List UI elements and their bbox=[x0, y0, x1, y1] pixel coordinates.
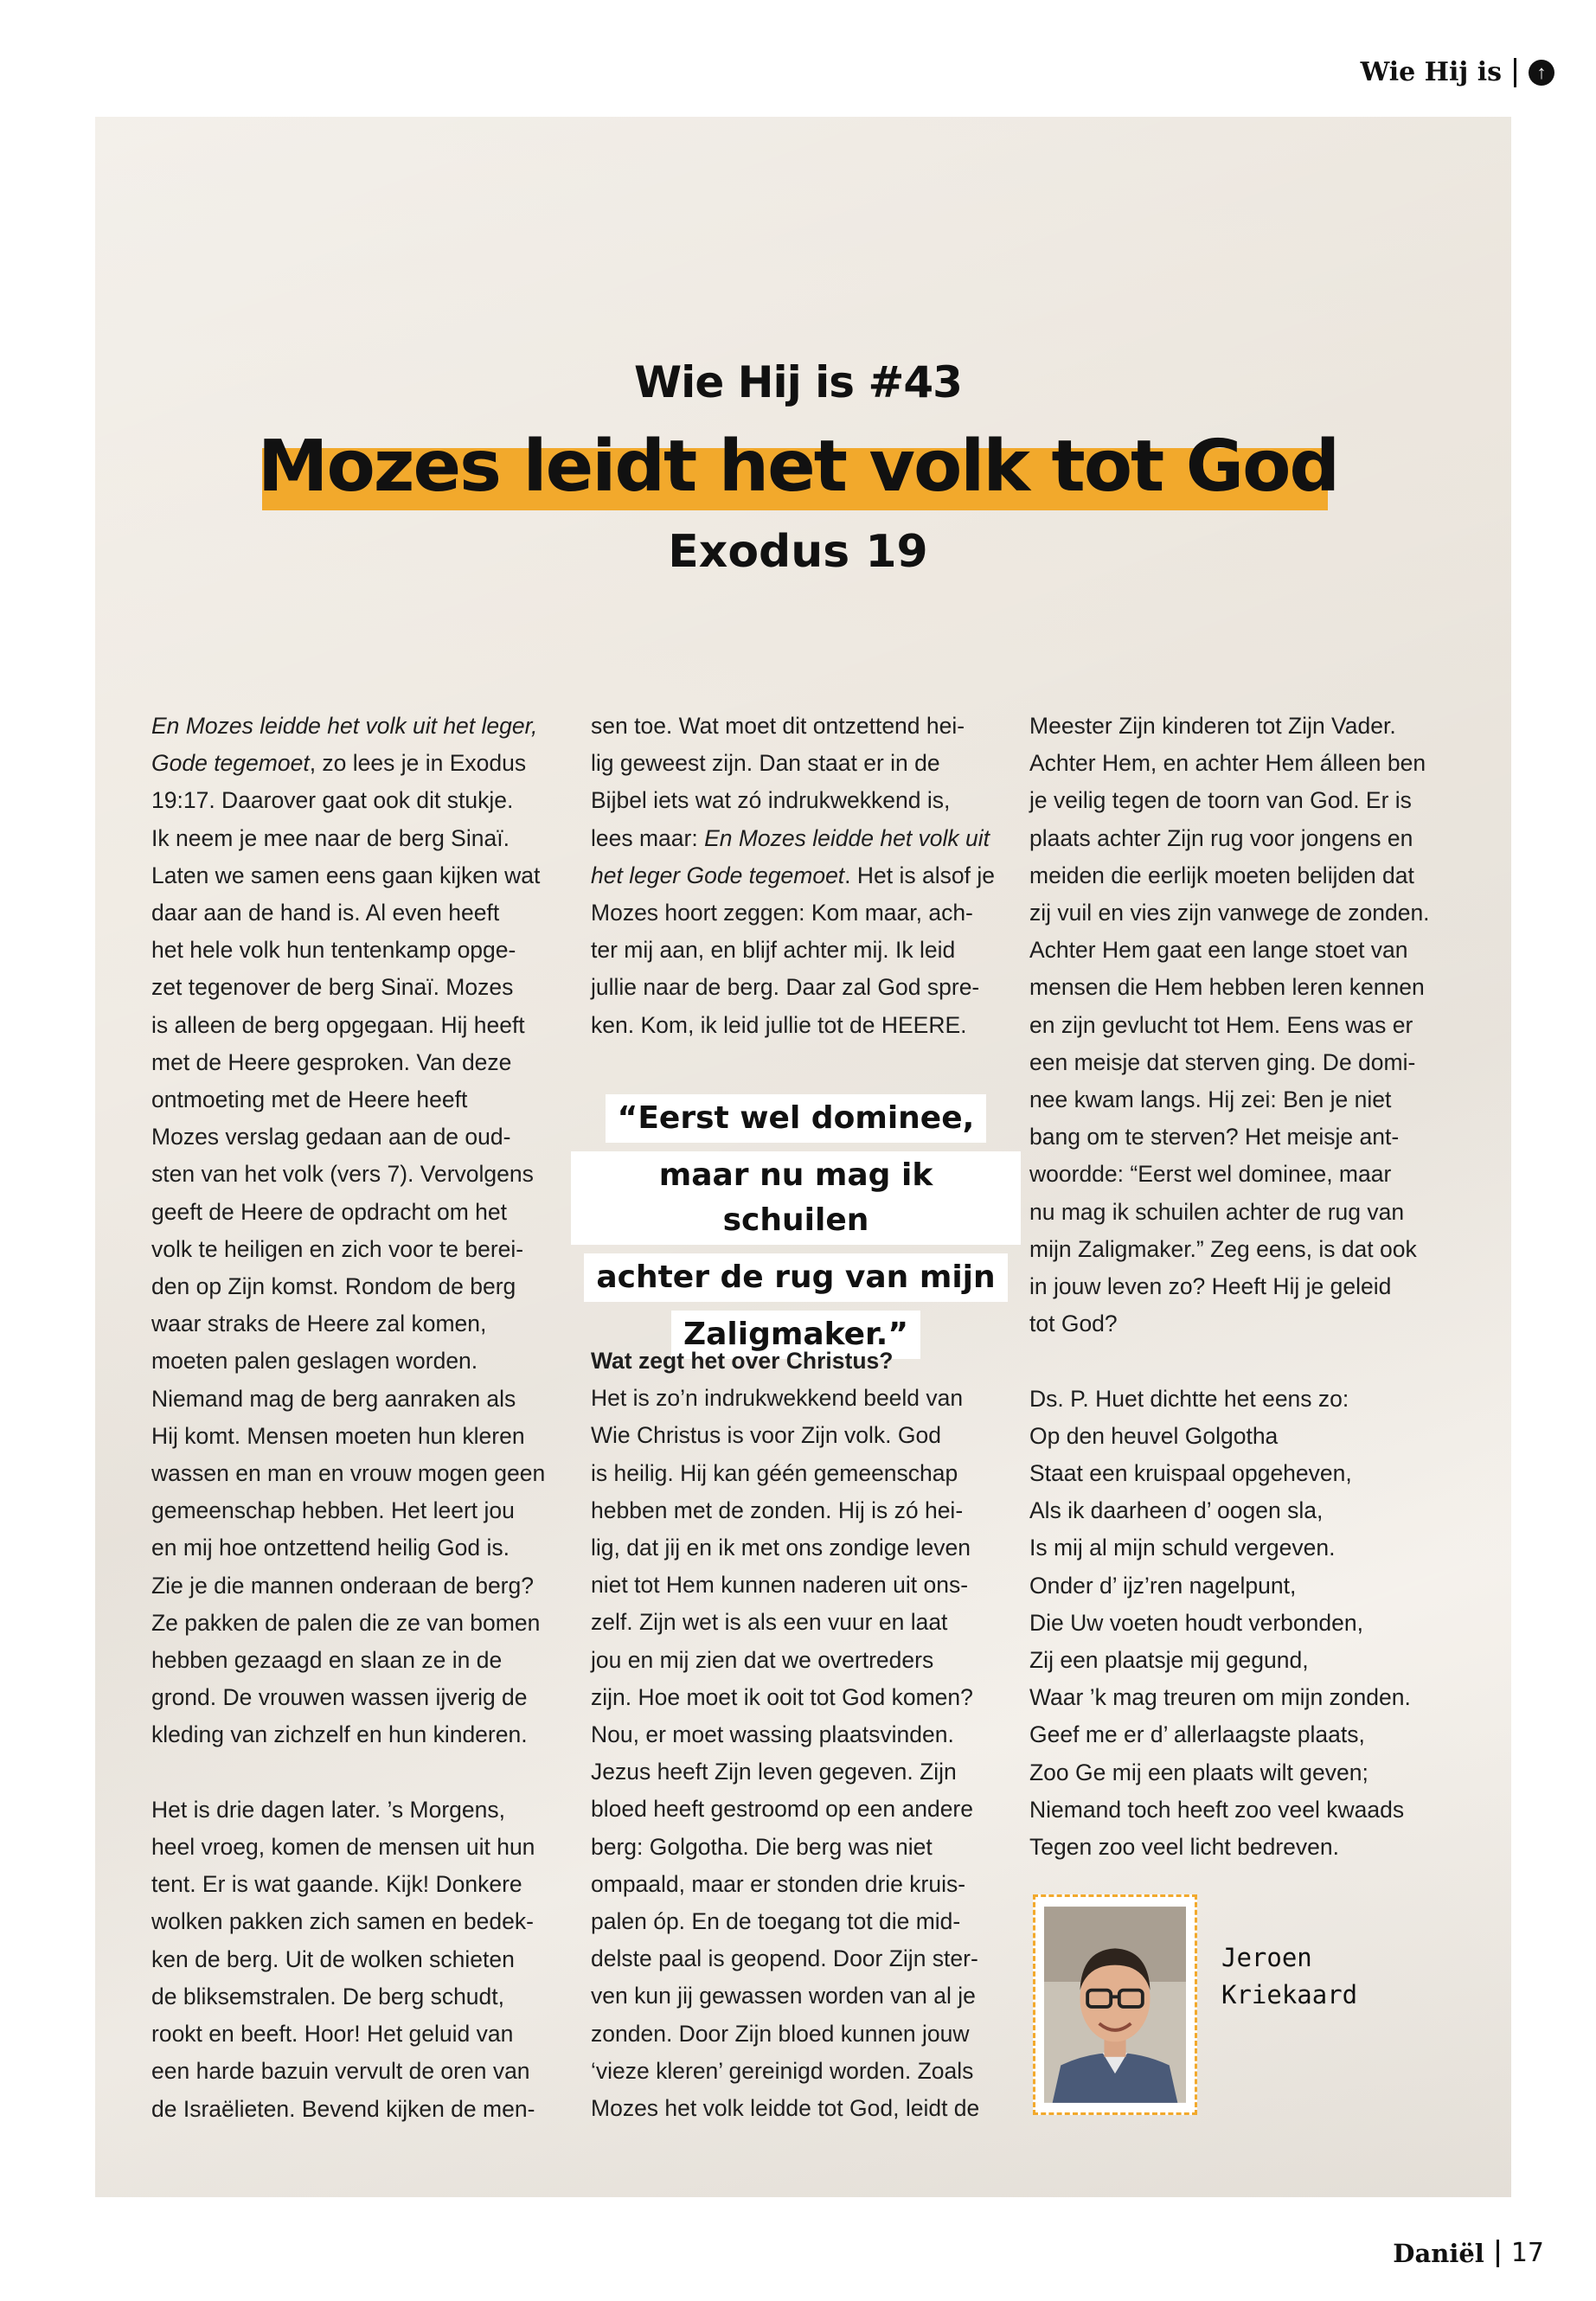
footer-divider bbox=[1497, 2240, 1499, 2267]
body-line: rookt en beeft. Hoor! Het geluid van bbox=[151, 2021, 514, 2048]
pull-quote-lines bbox=[571, 1090, 1021, 1363]
paragraph-gap bbox=[151, 1754, 567, 1791]
pull-quote-text: Zaligmaker.” bbox=[671, 1311, 920, 1359]
body-line: hebben gezaagd en slaan ze in de bbox=[151, 1647, 503, 1674]
body-line: Het is zo’n indrukwekkend beeld van bbox=[591, 1385, 964, 1412]
body-line: Achter Hem gaat een lange stoet van bbox=[1029, 937, 1408, 964]
body-line: sten van het volk (vers 7). Vervolgens bbox=[151, 1161, 534, 1188]
body-line: daar aan de hand is. Al even heeft bbox=[151, 900, 500, 926]
bible-quote: En Mozes leidde het volk uit bbox=[704, 824, 990, 851]
body-line: Achter Hem, en achter Hem álleen ben bbox=[1029, 750, 1426, 777]
body-line: Mozes verslag gedaan aan de oud- bbox=[151, 1124, 511, 1150]
body-line: en mij hoe ontzettend heilig God is. bbox=[151, 1535, 510, 1561]
body-line bbox=[151, 708, 567, 745]
body-line bbox=[591, 820, 1006, 857]
body-line: ompaald, maar er stonden drie kruis- bbox=[591, 1870, 966, 1897]
running-header bbox=[1361, 57, 1554, 87]
body-line: zonden. Door Zijn bloed kunnen jouw bbox=[591, 2020, 970, 2047]
body-line: Jezus heeft Zijn leven gegeven. Zijn bbox=[591, 1759, 957, 1785]
body-line: zijn. Hoe moet ik ooit tot God komen? bbox=[591, 1683, 973, 1710]
body-line: Laten we samen eens gaan kijken wat bbox=[151, 862, 541, 888]
body-line: ven kun jij gewassen worden van al je bbox=[591, 1983, 976, 2009]
paragraph bbox=[591, 1380, 1006, 2127]
body-line: een meisje dat sterven ging. De domi- bbox=[1029, 1048, 1416, 1075]
paragraph bbox=[591, 894, 1006, 1044]
body-line: zet tegenover de berg Sinaï. Mozes bbox=[151, 974, 514, 1001]
body-line: Niemand toch heeft zoo veel kwaads bbox=[1029, 1796, 1405, 1823]
body-line: Ik neem je mee naar de berg Sinaï. bbox=[151, 824, 510, 851]
body-line: Ze pakken de palen die ze van bomen bbox=[151, 1609, 541, 1636]
pull-quote-text: maar nu mag ik schuilen bbox=[571, 1151, 1021, 1245]
body-line: wassen en man en vrouw mogen geen bbox=[151, 1460, 546, 1487]
body-line: 19:17. Daarover gaat ook dit stukje. bbox=[151, 787, 514, 814]
body-line: grond. De vrouwen wassen ijverig de bbox=[151, 1684, 528, 1711]
body-line: jullie naar de berg. Daar zal God spre- bbox=[591, 974, 980, 1001]
body-line bbox=[591, 857, 1006, 894]
author-photo bbox=[1033, 1894, 1197, 2115]
body-line: Geef me er d’ allerlaagste plaats, bbox=[1029, 1721, 1365, 1748]
column-2-lower bbox=[591, 1343, 1006, 2127]
body-line: lig, dat jij en ik met ons zondige leven bbox=[591, 1535, 971, 1561]
body-line: zelf. Zijn wet is als een vuur en laat bbox=[591, 1609, 948, 1636]
pull-quote-text: “Eerst wel dominee, bbox=[606, 1094, 987, 1143]
body-line: Als ik daarheen d’ oogen sla, bbox=[1029, 1497, 1324, 1524]
body-line: bang om te sterven? Het meisje ant- bbox=[1029, 1124, 1400, 1150]
body-line: hebben met de zonden. Hij is zó hei- bbox=[591, 1497, 964, 1523]
section-heading: Wat zegt het over Christus? bbox=[591, 1348, 894, 1374]
article-kicker: Wie Hij is #43 bbox=[634, 357, 962, 407]
body-line: nee kwam langs. Hij zei: Ben je niet bbox=[1029, 1086, 1392, 1113]
body-line: Op den heuvel Golgotha bbox=[1029, 1422, 1279, 1449]
body-line: zij vuil en vies zijn vanwege de zonden. bbox=[1029, 900, 1430, 926]
body-line: kleding van zichzelf en hun kinderen. bbox=[151, 1721, 528, 1748]
body-line: Zie je die mannen onderaan de berg? bbox=[151, 1572, 534, 1599]
body-line: Mozes het volk leidde tot God, leidt de bbox=[591, 2095, 980, 2122]
author-first-name: Jeroen bbox=[1221, 1943, 1312, 1972]
pull-quote-line bbox=[571, 1249, 1021, 1306]
body-line: Meester Zijn kinderen tot Zijn Vader. bbox=[1029, 713, 1396, 739]
pull-quote-line bbox=[571, 1090, 1021, 1147]
body-line: nu mag ik schuilen achter de rug van bbox=[1029, 1198, 1405, 1225]
body-text: lees maar: bbox=[591, 824, 705, 851]
poem bbox=[1029, 1381, 1445, 1867]
paragraph bbox=[151, 782, 567, 1753]
body-line: gemeenschap hebben. Het leert jou bbox=[151, 1497, 515, 1524]
body-line: wolken pakken zich samen en bedek- bbox=[151, 1908, 534, 1935]
author-name bbox=[1221, 1939, 1357, 2014]
body-line: de Israëlieten. Bevend kijken de men- bbox=[151, 2095, 535, 2122]
body-line: is heilig. Hij kan géén gemeenschap bbox=[591, 1459, 958, 1486]
body-line: Hij komt. Mensen moeten hun kleren bbox=[151, 1422, 525, 1449]
magazine-name: Daniël bbox=[1393, 2238, 1484, 2268]
body-line: ken de berg. Uit de wolken schieten bbox=[151, 1945, 515, 1972]
body-line: Mozes hoort zeggen: Kom maar, ach- bbox=[591, 900, 973, 926]
body-line: jou en mij zien dat we overtreders bbox=[591, 1646, 934, 1673]
body-line: Staat een kruispaal opgeheven, bbox=[1029, 1460, 1352, 1487]
body-line: geeft de Heere de opdracht om het bbox=[151, 1198, 508, 1225]
column-2 bbox=[591, 708, 1006, 1044]
body-line: Tegen zoo veel licht bedreven. bbox=[1029, 1834, 1339, 1861]
body-line: Nou, er moet wassing plaatsvinden. bbox=[591, 1721, 954, 1748]
body-line: bloed heeft gestroomd op een andere bbox=[591, 1796, 973, 1823]
paragraph bbox=[1029, 708, 1445, 1343]
body-line: in jouw leven zo? Heeft Hij je geleid bbox=[1029, 1273, 1392, 1300]
body-line: je veilig tegen de toorn van God. Er is bbox=[1029, 787, 1412, 814]
paragraph-gap bbox=[1029, 1343, 1445, 1380]
paragraph bbox=[591, 708, 1006, 820]
body-line: met de Heere gesproken. Van deze bbox=[151, 1048, 512, 1075]
article-subtitle: Exodus 19 bbox=[668, 526, 928, 578]
body-line bbox=[151, 745, 567, 782]
body-line: Onder d’ ijz’ren nagelpunt, bbox=[1029, 1572, 1297, 1599]
body-line: heel vroeg, komen de mensen uit hun bbox=[151, 1834, 535, 1861]
body-line: Niemand mag de berg aanraken als bbox=[151, 1385, 516, 1412]
paragraph bbox=[151, 1791, 567, 2128]
body-line: Is mij al mijn schuld vergeven. bbox=[1029, 1535, 1336, 1561]
header-divider bbox=[1514, 58, 1516, 87]
page-footer bbox=[1393, 2238, 1544, 2268]
body-line: delste paal is geopend. Door Zijn ster- bbox=[591, 1945, 978, 1972]
bible-quote: het leger Gode tegemoet bbox=[591, 862, 845, 888]
body-line: lig geweest zijn. Dan staat er in de bbox=[591, 750, 940, 777]
author-portrait-illustration bbox=[1044, 1906, 1186, 2104]
body-line: palen óp. En de toegang tot die mid- bbox=[591, 1908, 961, 1935]
body-line: ken. Kom, ik leid jullie tot de HEERE. bbox=[591, 1011, 967, 1038]
article-title: Mozes leidt het volk tot God bbox=[257, 426, 1339, 508]
body-line: niet tot Hem kunnen naderen uit ons- bbox=[591, 1572, 969, 1599]
body-line: de bliksemstralen. De berg schudt, bbox=[151, 1983, 505, 2009]
body-line: plaats achter Zijn rug voor jongens en bbox=[1029, 824, 1413, 851]
body-line: mensen die Hem hebben leren kennen bbox=[1029, 974, 1425, 1001]
body-line: volk te heiligen en zich voor te berei- bbox=[151, 1235, 524, 1262]
body-line: ter mij aan, en blijf achter mij. Ik leid bbox=[591, 937, 956, 964]
body-line: tent. Er is wat gaande. Kijk! Donkere bbox=[151, 1871, 522, 1898]
body-line: Die Uw voeten houdt verbonden, bbox=[1029, 1609, 1363, 1636]
body-line: Bijbel iets wat zó indrukwekkend is, bbox=[591, 787, 951, 814]
author-last-name: Kriekaard bbox=[1221, 1980, 1358, 2009]
body-line: moeten palen geslagen worden. bbox=[151, 1348, 478, 1375]
body-line: Waar ’k mag treuren om mijn zonden. bbox=[1029, 1684, 1411, 1711]
body-line: Wie Christus is voor Zijn volk. God bbox=[591, 1422, 941, 1449]
body-line: woordde: “Eerst wel dominee, maar bbox=[1029, 1161, 1392, 1188]
body-line: mijn Zaligmaker.” Zeg eens, is dat ook bbox=[1029, 1235, 1417, 1262]
pull-quote-text: achter de rug van mijn bbox=[584, 1253, 1007, 1302]
body-line: en zijn gevlucht tot Hem. Eens was er bbox=[1029, 1011, 1413, 1038]
page-number: 17 bbox=[1510, 2238, 1544, 2268]
body-line: het hele volk hun tentenkamp opge- bbox=[151, 937, 516, 964]
bible-quote: En Mozes leidde het volk uit het leger, bbox=[151, 713, 538, 739]
body-line: sen toe. Wat moet dit ontzettend hei- bbox=[591, 713, 965, 739]
body-line: ontmoeting met de Heere heeft bbox=[151, 1086, 468, 1113]
body-line: ‘vieze kleren’ gereinigd worden. Zoals bbox=[591, 2057, 974, 2084]
column-3 bbox=[1029, 708, 1445, 1866]
body-line: den op Zijn komst. Rondom de berg bbox=[151, 1273, 516, 1300]
body-line: Ds. P. Huet dichtte het eens zo: bbox=[1029, 1385, 1349, 1412]
body-text: . Het is alsof je bbox=[844, 862, 995, 888]
body-line: Het is drie dagen later. ’s Morgens, bbox=[151, 1796, 506, 1823]
body-line: berg: Golgotha. Die berg was niet bbox=[591, 1833, 933, 1860]
body-line: een harde bazuin vervult de oren van bbox=[151, 2058, 530, 2085]
arrow-up-circle-icon: ↑ bbox=[1529, 60, 1554, 86]
column-1 bbox=[151, 708, 567, 2128]
body-line: tot God? bbox=[1029, 1311, 1118, 1337]
body-line: meiden die eerlijk moeten belijden dat bbox=[1029, 862, 1414, 888]
pull-quote-line bbox=[571, 1147, 1021, 1249]
pull-quote bbox=[571, 1090, 1021, 1363]
body-line: Zoo Ge mij een plaats wilt geven; bbox=[1029, 1759, 1368, 1785]
body-line: is alleen de berg opgegaan. Hij heeft bbox=[151, 1011, 525, 1038]
body-line: waar straks de Heere zal komen, bbox=[151, 1311, 487, 1337]
bible-quote: Gode tegemoet bbox=[151, 750, 310, 777]
section-name: Wie Hij is bbox=[1360, 57, 1502, 87]
body-text: , zo lees je in Exodus bbox=[309, 750, 527, 777]
body-line: Zij een plaatsje mij gegund, bbox=[1029, 1647, 1309, 1674]
